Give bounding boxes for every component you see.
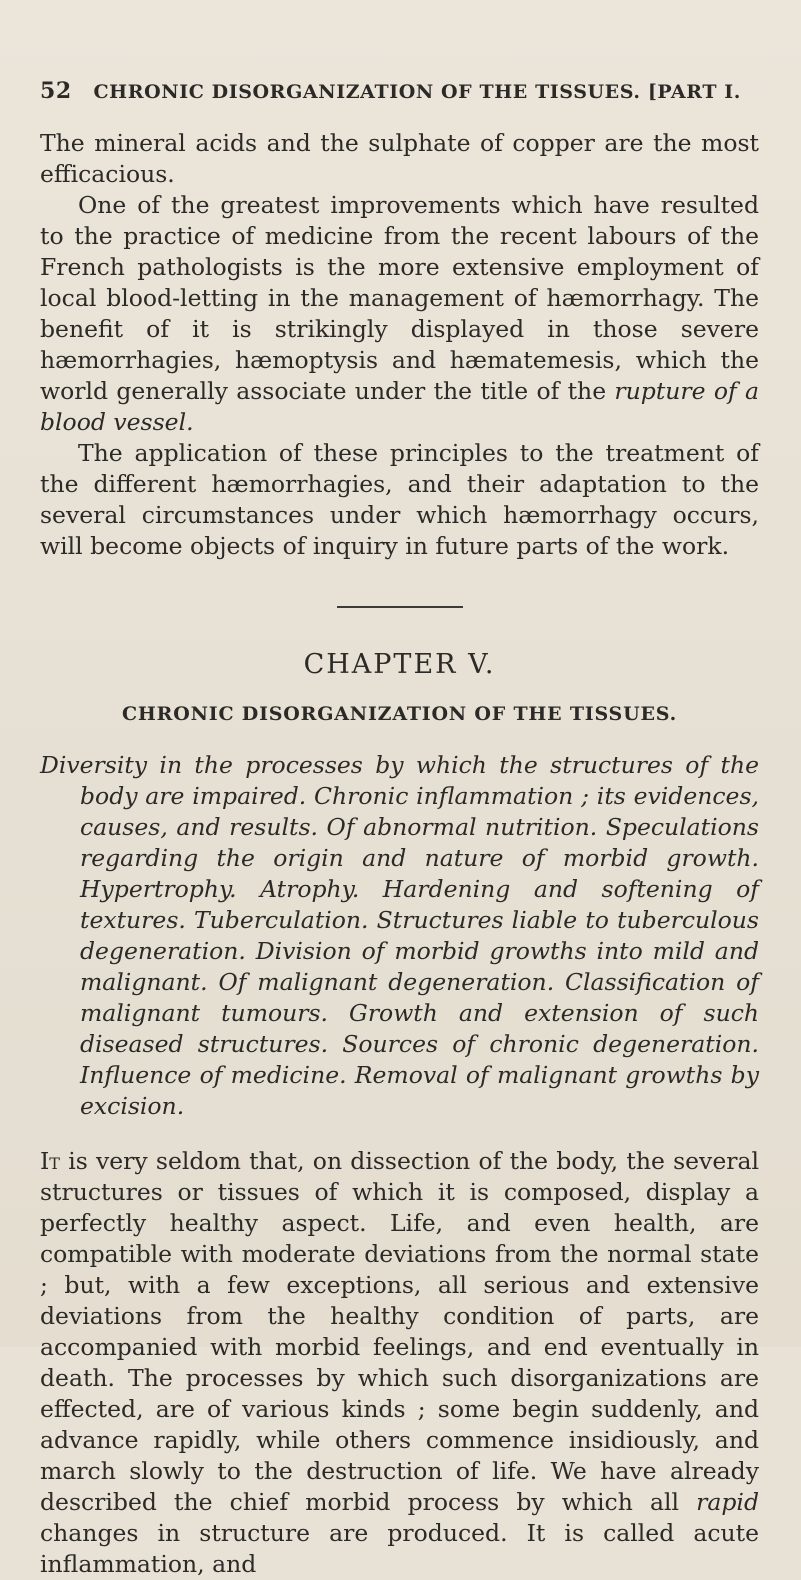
paragraph-text: is very seldom that, on dissection of the body, the several structures or tissues of which it is composed, display a perfectly healthy aspect. Life, and even health, are compatible with moderate deviations from the normal state ; but, with a few exceptions, all serious and extensive deviations from the healthy condition of parts, are accompanied with morbid feelings, and end eventually in death. The processes by which such disorganizations are effected, are of various kinds ; some begin suddenly, and advance rapidly, while others commence insidiously, and march slowly to the destruction of life. We have already described the chief morbid process by which all — [40, 1147, 759, 1516]
synopsis-text: Diversity in the processes by which the structures of the body are impaired. Chronic inflammation ; its evidences, causes, and results. Of abnormal nutrition. Speculations regarding the origin and nature of morbid growth. Hypertrophy. Atrophy. Hardening and softening of textures. Tuberculation. Structures liable to tuberculous degeneration. Division of morbid growths into mild and malignant. Of malignant degeneration. Classification of malignant tumours. Growth and extension of such diseased structures. Sources of chronic degeneration. Influence of medicine. Removal of malignant growths by excision. — [40, 751, 759, 1120]
page-number: 52 — [40, 78, 72, 104]
paragraph-text-end: changes in structure are produced. It is called acute inflammation, and — [40, 1519, 759, 1578]
italic-phrase: rupture of a blood vessel. — [40, 377, 759, 436]
italic-word: rapid — [696, 1488, 759, 1516]
chapter-synopsis — [40, 750, 759, 1122]
page-content — [40, 128, 759, 1580]
running-header — [40, 78, 759, 108]
chapter-heading: CHAPTER V. — [303, 649, 496, 680]
paragraph-local-blood-letting — [40, 190, 759, 438]
chapter-subtitle: CHRONIC DISORGANIZATION OF THE TISSUES. — [122, 703, 677, 725]
paragraph-mineral-acids: The mineral acids and the sulphate of copper are the most efficacious. — [40, 129, 759, 188]
lead-word: It — [40, 1147, 60, 1175]
section-divider — [337, 606, 463, 608]
running-title: CHRONIC DISORGANIZATION OF THE TISSUES. [PART I. — [93, 81, 741, 103]
paragraph-text: One of the greatest improvements which have resulted to the practice of medicine from the recent labours of the French pathologists is the more extensive employment of local blood-letting in the management of hæmorrhagy. The benefit of it is strikingly displayed in those severe hæmorrhagies, hæmoptysis and hæmatemesis, which the world generally associate under the title of the — [40, 191, 759, 405]
paragraph-application-principles: The application of these principles to the treatment of the different hæmorrhagies, and their adaptation to the several circumstances under which hæmorrhagy occurs, will become objects of inquiry in future parts of the work. — [40, 439, 759, 560]
chapter-opening-paragraph — [40, 1146, 759, 1580]
